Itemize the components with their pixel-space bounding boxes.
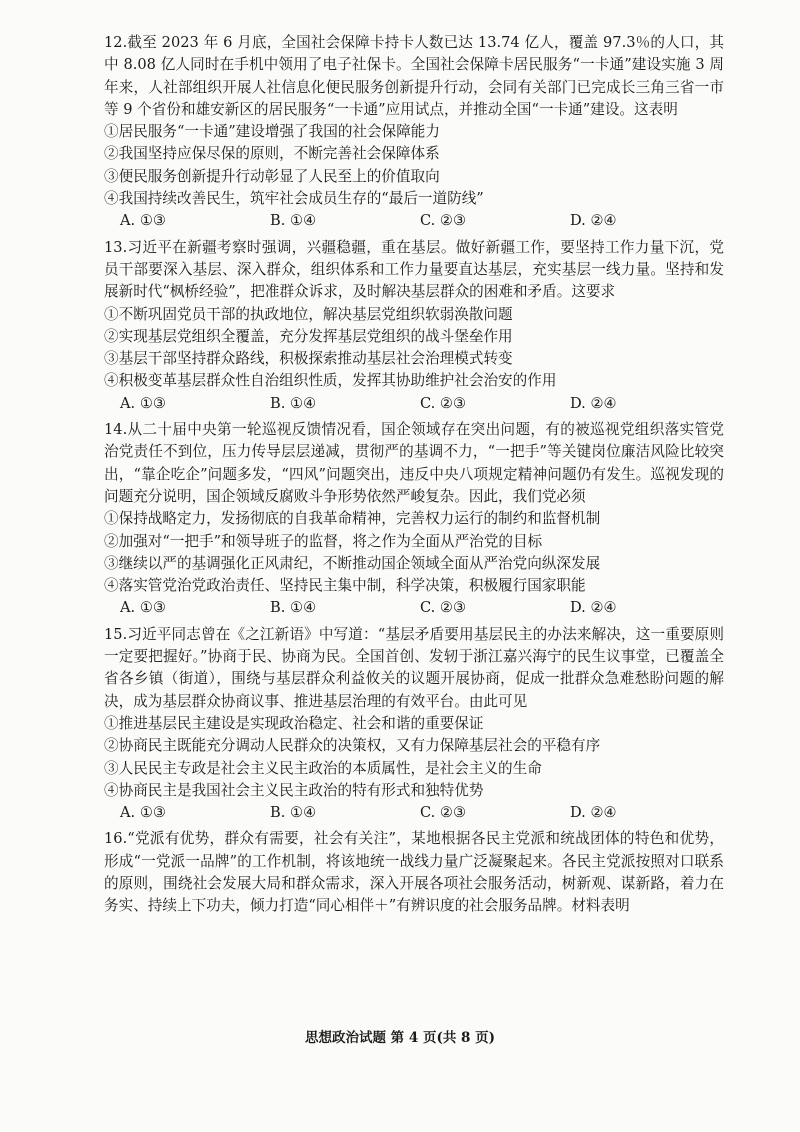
statement: ②协商民主既能充分调动人民群众的决策权，又有力保障基层社会的平稳有序 — [104, 737, 601, 755]
question-number: 12. — [104, 34, 128, 51]
question-stem — [104, 828, 724, 917]
choice-d: D. ②④ — [570, 212, 617, 230]
question-number: 15. — [104, 625, 128, 643]
question-text: 从二十届中央第一轮巡视反馈情况看，国企领域存在突出问题，有的被巡视党组织落实管党治党责任不到位，压力传导层层递减，贯彻严的基调不力，“一把手”等关键岗位廉洁风险比较突出，“靠企吃企”问题多发，“四风”问题突出，违反中央八项规定精神问题仍有发生。巡视发现的问题充分说明，国企领域反腐败斗争形势依然严峻复杂。因此，我们党必须 — [104, 421, 724, 505]
choice-b: B. ①④ — [270, 394, 317, 412]
choice-c: C. ②③ — [420, 394, 467, 412]
question-number: 13. — [104, 238, 128, 256]
statement: ③继续以严的基调强化正风肃纪，不断推动国企领域全面从严治党向纵深发展 — [104, 554, 601, 572]
page-footer: 思想政治试题 第 4 页(共 8 页) — [304, 1030, 496, 1046]
question-14 — [104, 419, 724, 620]
question-number: 16. — [104, 830, 128, 848]
question-stem — [104, 237, 724, 304]
question-stem — [104, 419, 724, 508]
choice-d: D. ②④ — [570, 394, 617, 412]
statement: ①推进基层民主建设是实现政治稳定、社会和谐的重要保证 — [104, 714, 484, 732]
statement: ③基层干部坚持群众路线，积极探索推动基层社会治理模式转变 — [104, 350, 513, 368]
statement: ①不断巩固党员干部的执政地位，解决基层党组织软弱涣散问题 — [104, 305, 513, 323]
choice-b: B. ①④ — [270, 212, 317, 230]
answer-choices — [104, 210, 724, 232]
question-list — [104, 32, 724, 918]
choice-b: B. ①④ — [270, 599, 317, 617]
question-12 — [104, 32, 724, 233]
question-16 — [104, 828, 724, 917]
statement: ①保持战略定力，发扬彻底的自我革命精神，完善权力运行的制约和监督机制 — [104, 510, 601, 528]
question-stem — [104, 32, 724, 121]
answer-choices — [104, 802, 724, 824]
choice-a: A. ①③ — [120, 599, 166, 617]
statement: ③便民服务创新提升行动彰显了人民至上的价值取向 — [104, 167, 440, 185]
question-number: 14. — [104, 421, 128, 439]
answer-choices — [104, 597, 724, 619]
question-15 — [104, 624, 724, 825]
statement: ②实现基层党组织全覆盖，充分发挥基层党组织的战斗堡垒作用 — [104, 327, 513, 345]
question-stem — [104, 624, 724, 713]
statement: ①居民服务“一卡通”建设增强了我国的社会保障能力 — [104, 123, 440, 141]
statement: ③人民民主专政是社会主义民主政治的本质属性，是社会主义的生命 — [104, 759, 542, 777]
statement: ④积极变革基层群众性自治组织性质，发挥其协助维护社会治安的作用 — [104, 372, 557, 390]
question-text: 截至 2023 年 6 月底，全国社会保障卡持卡人数已达 13.74 亿人，覆盖 97.3％的人口，其中 8.08 亿人同时在手机中领用了电子社保卡。全国社会保障卡居民服务“一卡通”建设实施 3 周年来，人社部组织开展人社信息化便民服务创新提升行动，会同有关部门已完成长三角三省一市等 9 个省份和雄安新区的居民服务“一卡通”应用试点，并推动全国“一卡通”建设。这表明 — [104, 34, 724, 118]
statement: ④落实管党治党政治责任、坚持民主集中制，科学决策，积极履行国家职能 — [104, 577, 586, 595]
choice-c: C. ②③ — [420, 599, 467, 617]
statement: ②我国坚持应保尽保的原则，不断完善社会保障体系 — [104, 145, 440, 163]
choice-c: C. ②③ — [420, 212, 467, 230]
answer-choices — [104, 393, 724, 415]
question-text: “党派有优势，群众有需要，社会有关注”，某地根据各民主党派和统战团体的特色和优势，形成“一党派一品牌”的工作机制，将该地统一战线力量广泛凝聚起来。各民主党派按照对口联系的原则，围绕社会发展大局和群众需求，深入开展各项社会服务活动，树新观、谋新路，着力在务实、持续上下功夫，倾力打造“同心相伴＋”有辨识度的社会服务品牌。材料表明 — [104, 830, 724, 915]
question-text: 习近平在新疆考察时强调，兴疆稳疆，重在基层。做好新疆工作，要坚持工作力量下沉，党员干部要深入基层、深入群众，组织体系和工作力量要直达基层，充实基层一线力量。坚持和发展新时代“枫桥经验”，把准群众诉求，及时解决基层群众的困难和矛盾。这要求 — [104, 238, 724, 301]
choice-b: B. ①④ — [270, 804, 317, 822]
statement: ②加强对“一把手”和领导班子的监督，将之作为全面从严治党的目标 — [104, 532, 543, 550]
statement: ④我国持续改善民生，筑牢社会成员生存的“最后一道防线” — [104, 190, 484, 208]
choice-a: A. ①③ — [120, 212, 166, 230]
choice-c: C. ②③ — [420, 804, 467, 822]
choice-d: D. ②④ — [570, 599, 617, 617]
statement: ④协商民主是我国社会主义民主政治的特有形式和独特优势 — [104, 781, 484, 799]
question-text: 习近平同志曾在《之江新语》中写道：“基层矛盾要用基层民主的办法来解决，这一重要原则一定要把握好。”协商于民、协商为民。全国首创、发轫于浙江嘉兴海宁的民生议事堂，已覆盖全省各乡镇（街道），围绕与基层群众利益攸关的议题开展协商，促成一批群众急难愁盼问题的解决，成为基层群众协商议事、推进基层治理的有效平台。由此可见 — [104, 625, 724, 710]
choice-d: D. ②④ — [570, 804, 617, 822]
choice-a: A. ①③ — [120, 804, 166, 822]
choice-a: A. ①③ — [120, 394, 166, 412]
question-13 — [104, 237, 724, 415]
